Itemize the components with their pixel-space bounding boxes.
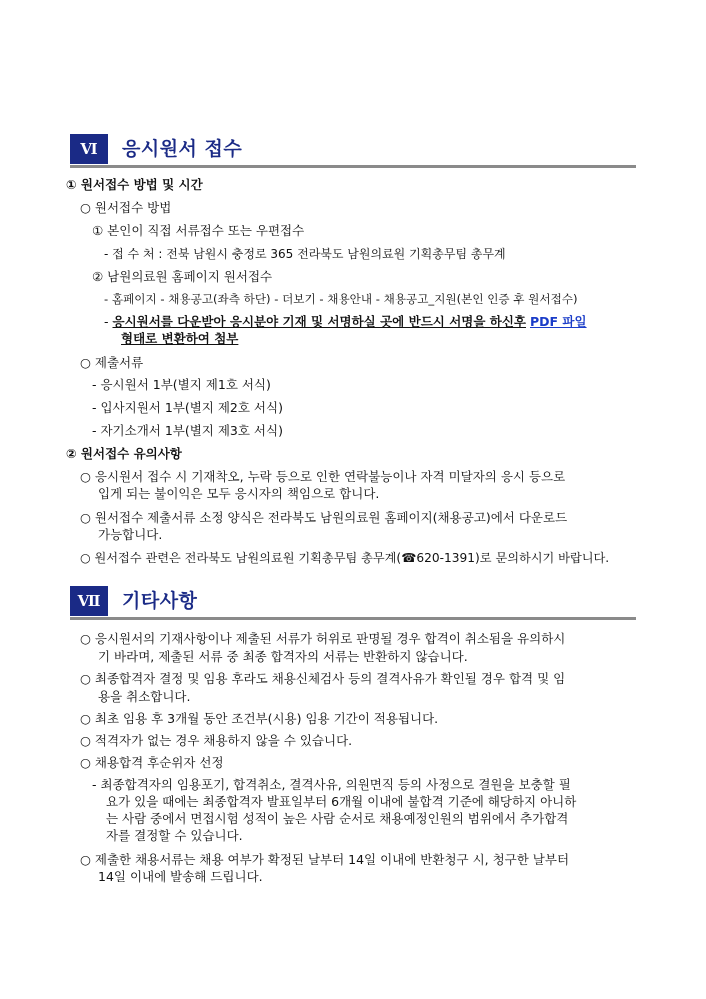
section-number-badge: Ⅶ bbox=[70, 586, 108, 616]
pdf-file-text: PDF 파일 bbox=[529, 314, 587, 329]
etc-disqualify: ○ 최종합격자 결정 및 임용 후라도 채용신체검사 등의 결격사유가 확인될 경우 합격 및 임 bbox=[80, 671, 566, 686]
subheading-notes: ② 원서접수 유의사항 bbox=[66, 446, 182, 461]
etc-reserve-detail-3: 는 사람 중에서 면접시험 성적이 높은 사람 순서로 채용예정인원의 범위에서 추가합격 bbox=[106, 811, 569, 826]
doc-application: - 응시원서 1부(별지 제1호 서식) bbox=[92, 377, 271, 392]
section-header-etc bbox=[70, 586, 636, 620]
doc-resume: - 입사지원서 1부(별지 제2호 서식) bbox=[92, 400, 283, 415]
item-address: - 접 수 처 : 전북 남원시 충정로 365 전라북도 남원의료원 기획총무팀 총무계 bbox=[104, 247, 506, 261]
etc-reserve-detail-4: 자를 결정할 수 있습니다. bbox=[106, 828, 243, 843]
bullet-method: ○ 원서접수 방법 bbox=[80, 200, 172, 215]
section-title: 응시원서 접수 bbox=[122, 138, 243, 160]
item-homepage: ② 남원의료원 홈페이지 원서접수 bbox=[92, 269, 273, 284]
note-responsibility: ○ 응시원서 접수 시 기재착오, 누락 등으로 인한 연락불능이나 자격 미달자의 응시 등으로 bbox=[80, 469, 566, 484]
item-direct-mail: ① 본인이 직접 서류접수 또는 우편접수 bbox=[92, 223, 305, 238]
note-responsibility-cont: 입게 되는 불이익은 모두 응시자의 책임으로 합니다. bbox=[98, 486, 380, 501]
doc-self-intro: - 자기소개서 1부(별지 제3호 서식) bbox=[92, 423, 283, 438]
section-divider bbox=[70, 165, 636, 168]
pdf-instruction-text: 응시원서를 다운받아 응시분야 기재 및 서명하실 곳에 반드시 서명을 하신후 bbox=[112, 314, 526, 329]
etc-disqualify-cont: 용을 취소합니다. bbox=[98, 689, 191, 704]
note-download-cont: 가능합니다. bbox=[98, 527, 163, 542]
etc-reserve-detail-2: 요가 있을 때에는 최종합격자 발표일부터 6개월 이내에 불합격 기준에 해당하지 아니하 bbox=[106, 794, 577, 809]
subheading-method-time: ① 원서접수 방법 및 시간 bbox=[66, 177, 203, 192]
bullet-documents: ○ 제출서류 bbox=[80, 355, 144, 370]
etc-reserve: ○ 채용합격 후순위자 선정 bbox=[80, 755, 224, 770]
section-header-application bbox=[70, 134, 636, 168]
dash-marker: - bbox=[104, 314, 109, 329]
section-divider bbox=[70, 617, 636, 620]
item-homepage-path: - 홈페이지 - 채용공고(좌측 하단) - 더보기 - 채용안내 - 채용공고_지원(본인 인증 후 원서접수) bbox=[104, 292, 578, 306]
pdf-instruction-cont: 형태로 변환하여 첨부 bbox=[121, 331, 239, 346]
etc-false-docs: ○ 응시원서의 기재사항이나 제출된 서류가 허위로 판명될 경우 합격이 취소됨을 유의하시 bbox=[80, 631, 566, 646]
etc-no-hire: ○ 적격자가 없는 경우 채용하지 않을 수 있습니다. bbox=[80, 733, 353, 748]
etc-probation: ○ 최초 임용 후 3개월 동안 조건부(시용) 임용 기간이 적용됩니다. bbox=[80, 711, 439, 726]
section-title: 기타사항 bbox=[122, 590, 198, 612]
etc-reserve-detail: - 최종합격자의 임용포기, 합격취소, 결격사유, 의원면직 등의 사정으로 결원을 보충할 필 bbox=[92, 777, 571, 792]
note-download: ○ 원서접수 제출서류 소정 양식은 전라북도 남원의료원 홈페이지(채용공고)에서 다운로드 bbox=[80, 510, 568, 525]
note-contact: ○ 원서접수 관련은 전라북도 남원의료원 기획총무팀 총무계(☎620-1391)로 문의하시기 바랍니다. bbox=[80, 551, 610, 565]
section-number-badge: Ⅵ bbox=[70, 134, 108, 164]
etc-return: ○ 제출한 채용서류는 채용 여부가 확정된 날부터 14일 이내에 반환청구 시, 청구한 날부터 bbox=[80, 852, 570, 867]
etc-false-docs-cont: 기 바라며, 제출된 서류 중 최종 합격자의 서류는 반환하지 않습니다. bbox=[98, 649, 468, 664]
etc-return-cont: 14일 이내에 발송해 드립니다. bbox=[98, 869, 263, 884]
item-pdf-instruction bbox=[104, 313, 587, 331]
